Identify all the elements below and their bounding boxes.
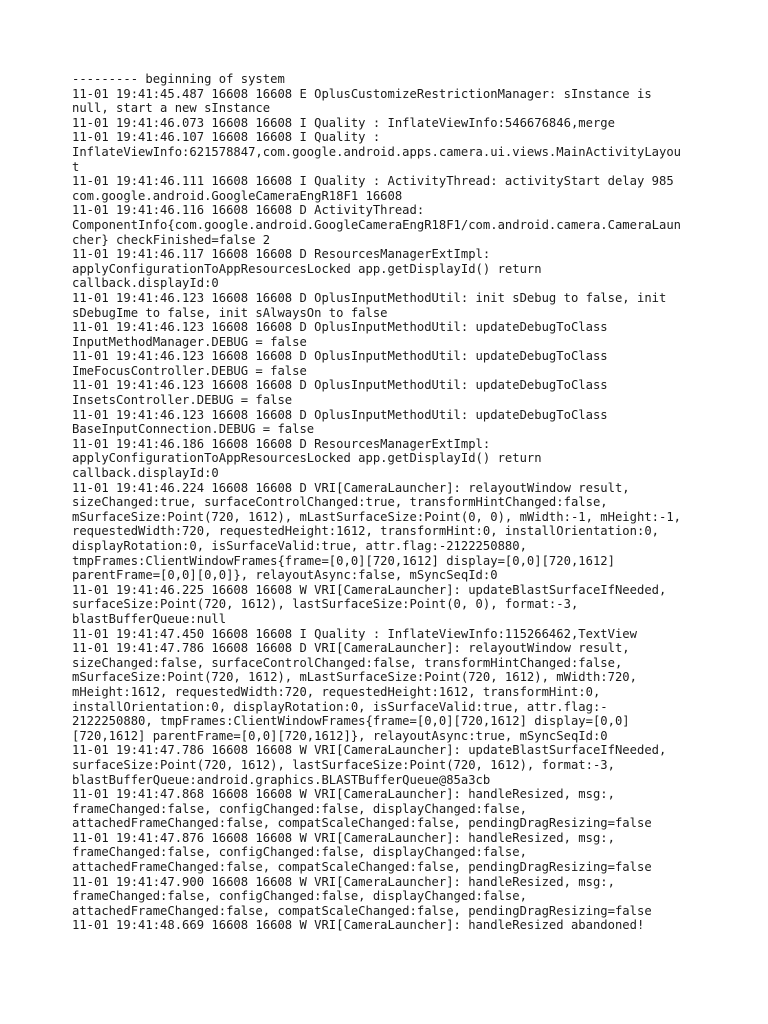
log-line: callback.displayId:0 — [72, 466, 219, 481]
log-line: 11-01 19:41:47.900 16608 16608 W VRI[CameraLauncher]: handleResized, msg:, — [72, 874, 615, 889]
log-line: installOrientation:0, displayRotation:0, isSurfaceValid:true, attr.flag:- — [72, 699, 608, 714]
log-line: 11-01 19:41:48.669 16608 16608 W VRI[CameraLauncher]: handleResized abandoned! — [72, 918, 645, 933]
log-line: 11-01 19:41:46.111 16608 16608 I Quality : ActivityThread: activityStart delay 985 — [72, 174, 674, 189]
log-line: 11-01 19:41:47.868 16608 16608 W VRI[CameraLauncher]: handleResized, msg:, — [72, 787, 615, 802]
log-line: frameChanged:false, configChanged:false, displayChanged:false, — [72, 845, 527, 860]
log-line: callback.displayId:0 — [72, 276, 219, 291]
log-line: frameChanged:false, configChanged:false, displayChanged:false, — [72, 801, 527, 816]
log-line: InflateViewInfo:621578847,com.google.android.apps.camera.ui.views.MainActivityLayou — [72, 144, 682, 159]
log-line: requestedWidth:720, requestedHeight:1612, transformHint:0, installOrientation:0, — [72, 524, 659, 539]
log-line: surfaceSize:Point(720, 1612), lastSurfaceSize:Point(0, 0), format:-3, — [72, 597, 579, 612]
log-line: 11-01 19:41:47.786 16608 16608 W VRI[CameraLauncher]: updateBlastSurfaceIfNeeded, — [72, 743, 667, 758]
log-line: 11-01 19:41:46.117 16608 16608 D ResourcesManagerExtImpl: — [72, 247, 491, 262]
log-line: sizeChanged:false, surfaceControlChanged:false, transformHintChanged:false, — [72, 655, 623, 670]
log-line: tmpFrames:ClientWindowFrames{frame=[0,0][720,1612] display=[0,0][720,1612] — [72, 553, 615, 568]
log-line: surfaceSize:Point(720, 1612), lastSurfaceSize:Point(720, 1612), format:-3, — [72, 757, 615, 772]
log-line: 11-01 19:41:46.123 16608 16608 D OplusInputMethodUtil: init sDebug to false, init — [72, 290, 667, 305]
log-line: 11-01 19:41:46.123 16608 16608 D OplusInputMethodUtil: updateDebugToClass — [72, 320, 608, 335]
log-line: t — [72, 159, 80, 174]
log-line: 2122250880, tmpFrames:ClientWindowFrames{frame=[0,0][720,1612] display=[0,0] — [72, 714, 630, 729]
log-line: 11-01 19:41:47.876 16608 16608 W VRI[CameraLauncher]: handleResized, msg:, — [72, 830, 615, 845]
log-line: 11-01 19:41:46.073 16608 16608 I Quality : InflateViewInfo:546676846,merge — [72, 115, 615, 130]
log-line: 11-01 19:41:46.123 16608 16608 D OplusInputMethodUtil: updateDebugToClass — [72, 407, 608, 422]
log-line: sizeChanged:true, surfaceControlChanged:true, transformHintChanged:false, — [72, 495, 608, 510]
log-line: 11-01 19:41:46.116 16608 16608 D ActivityThread: — [72, 203, 425, 218]
log-line: attachedFrameChanged:false, compatScaleChanged:false, pendingDragResizing=false — [72, 816, 652, 831]
log-line: displayRotation:0, isSurfaceValid:true, attr.flag:-2122250880, — [72, 539, 527, 553]
log-line: [720,1612] parentFrame=[0,0][720,1612]}, relayoutAsync:true, mSyncSeqId:0 — [72, 728, 608, 743]
log-line: mSurfaceSize:Point(720, 1612), mLastSurfaceSize:Point(0, 0), mWidth:-1, mHeight:-1, — [72, 509, 682, 524]
log-line: 11-01 19:41:46.107 16608 16608 I Quality : — [72, 130, 381, 145]
log-text-block — [72, 72, 712, 933]
log-line: sDebugIme to false, init sAlwaysOn to false — [72, 305, 388, 320]
log-line: 11-01 19:41:46.186 16608 16608 D ResourcesManagerExtImpl: — [72, 436, 491, 451]
log-line: com.google.android.GoogleCameraEngR18F1 16608 — [72, 188, 403, 203]
log-line: null, start a new sInstance — [72, 101, 271, 116]
log-line: InputMethodManager.DEBUG = false — [72, 334, 307, 349]
log-line: --------- beginning of system — [72, 72, 285, 86]
log-line: 11-01 19:41:47.450 16608 16608 I Quality : InflateViewInfo:115266462,TextView — [72, 626, 637, 641]
log-line: 11-01 19:41:46.123 16608 16608 D OplusInputMethodUtil: updateDebugToClass — [72, 349, 608, 364]
log-line: applyConfigurationToAppResourcesLocked app.getDisplayId() return — [72, 261, 542, 276]
log-line: blastBufferQueue:android.graphics.BLASTBufferQueue@85a3cb — [72, 772, 491, 787]
log-line: blastBufferQueue:null — [72, 611, 227, 626]
log-line: 11-01 19:41:46.225 16608 16608 W VRI[CameraLauncher]: updateBlastSurfaceIfNeeded, — [72, 582, 667, 597]
log-line: attachedFrameChanged:false, compatScaleChanged:false, pendingDragResizing=false — [72, 903, 652, 918]
log-line: applyConfigurationToAppResourcesLocked app.getDisplayId() return — [72, 451, 542, 466]
log-line: InsetsController.DEBUG = false — [72, 393, 293, 408]
log-line: frameChanged:false, configChanged:false, displayChanged:false, — [72, 889, 527, 904]
log-line: 11-01 19:41:46.123 16608 16608 D OplusInputMethodUtil: updateDebugToClass — [72, 378, 608, 393]
log-line: mSurfaceSize:Point(720, 1612), mLastSurfaceSize:Point(720, 1612), mWidth:720, — [72, 670, 637, 685]
log-line: 11-01 19:41:45.487 16608 16608 E OplusCustomizeRestrictionManager: sInstance is — [72, 86, 652, 101]
log-line: ComponentInfo{com.google.android.GoogleCameraEngR18F1/com.android.camera.CameraLaun — [72, 217, 682, 232]
log-line: BaseInputConnection.DEBUG = false — [72, 422, 315, 437]
log-line: attachedFrameChanged:false, compatScaleChanged:false, pendingDragResizing=false — [72, 860, 652, 875]
log-line: ImeFocusController.DEBUG = false — [72, 363, 307, 378]
log-line: 11-01 19:41:47.786 16608 16608 D VRI[CameraLauncher]: relayoutWindow result, — [72, 641, 630, 656]
log-line: cher} checkFinished=false 2 — [72, 232, 271, 247]
log-line: parentFrame=[0,0][0,0]}, relayoutAsync:false, mSyncSeqId:0 — [72, 568, 498, 583]
log-line: 11-01 19:41:46.224 16608 16608 D VRI[CameraLauncher]: relayoutWindow result, — [72, 480, 630, 495]
log-line: mHeight:1612, requestedWidth:720, requestedHeight:1612, transformHint:0, — [72, 684, 601, 699]
